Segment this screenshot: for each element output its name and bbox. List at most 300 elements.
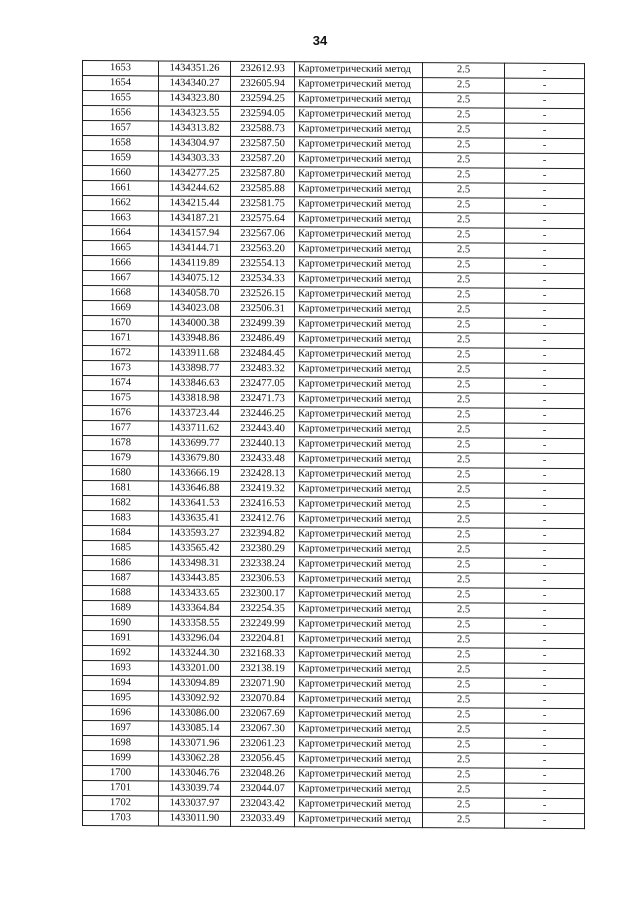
x-coordinate-cell: 1434000.38	[159, 316, 231, 331]
dash-cell: -	[505, 438, 585, 453]
x-coordinate-cell: 1434323.80	[159, 91, 231, 106]
x-coordinate-cell: 1434340.27	[159, 76, 231, 91]
x-coordinate-cell: 1434351.26	[159, 61, 231, 76]
method-cell: Картометрический метод	[295, 797, 423, 813]
dash-cell: -	[505, 603, 585, 618]
dash-cell: -	[505, 693, 585, 708]
dash-cell: -	[505, 783, 585, 798]
point-number-cell: 1658	[83, 136, 159, 151]
y-coordinate-cell: 232587.50	[231, 136, 295, 151]
method-cell: Картометрический метод	[295, 317, 423, 333]
y-coordinate-cell: 232585.88	[231, 181, 295, 196]
dash-cell: -	[505, 498, 585, 513]
dash-cell: -	[505, 303, 585, 318]
x-coordinate-cell: 1433358.55	[159, 616, 231, 631]
method-cell: Картометрический метод	[295, 632, 423, 648]
y-coordinate-cell: 232526.15	[231, 286, 295, 301]
y-coordinate-cell: 232048.26	[231, 766, 295, 781]
dash-cell: -	[505, 738, 585, 753]
method-cell: Картометрический метод	[295, 62, 423, 78]
accuracy-cell: 2.5	[423, 558, 505, 574]
y-coordinate-cell: 232306.53	[231, 571, 295, 586]
method-cell: Картометрический метод	[295, 272, 423, 288]
x-coordinate-cell: 1433046.76	[159, 766, 231, 781]
point-number-cell: 1667	[83, 271, 159, 286]
accuracy-cell: 2.5	[423, 738, 505, 754]
x-coordinate-cell: 1433646.88	[159, 481, 231, 496]
y-coordinate-cell: 232477.05	[231, 376, 295, 391]
x-coordinate-cell: 1433071.96	[159, 736, 231, 751]
dash-cell: -	[505, 153, 585, 168]
y-coordinate-cell: 232581.75	[231, 196, 295, 211]
x-coordinate-cell: 1433037.97	[159, 796, 231, 811]
point-number-cell: 1660	[83, 166, 159, 181]
y-coordinate-cell: 232588.73	[231, 121, 295, 136]
y-coordinate-cell: 232554.13	[231, 256, 295, 271]
dash-cell: -	[505, 183, 585, 198]
method-cell: Картометрический метод	[295, 527, 423, 543]
y-coordinate-cell: 232300.17	[231, 586, 295, 601]
y-coordinate-cell: 232563.20	[231, 241, 295, 256]
y-coordinate-cell: 232471.73	[231, 391, 295, 406]
x-coordinate-cell: 1433296.04	[159, 631, 231, 646]
x-coordinate-cell: 1434157.94	[159, 226, 231, 241]
dash-cell: -	[505, 78, 585, 93]
y-coordinate-cell: 232534.33	[231, 271, 295, 286]
y-coordinate-cell: 232567.06	[231, 226, 295, 241]
x-coordinate-cell: 1434277.25	[159, 166, 231, 181]
accuracy-cell: 2.5	[423, 243, 505, 259]
method-cell: Картометрический метод	[295, 722, 423, 738]
point-number-cell: 1670	[83, 316, 159, 331]
method-cell: Картометрический метод	[295, 647, 423, 663]
method-cell: Картометрический метод	[295, 767, 423, 783]
method-cell: Картометрический метод	[295, 137, 423, 153]
point-number-cell: 1687	[83, 571, 159, 586]
dash-cell: -	[505, 708, 585, 723]
dash-cell: -	[505, 813, 585, 828]
point-number-cell: 1695	[83, 691, 159, 706]
accuracy-cell: 2.5	[423, 528, 505, 544]
accuracy-cell: 2.5	[423, 543, 505, 559]
method-cell: Картометрический метод	[295, 572, 423, 588]
dash-cell: -	[505, 588, 585, 603]
dash-cell: -	[505, 213, 585, 228]
accuracy-cell: 2.5	[423, 408, 505, 424]
dash-cell: -	[505, 528, 585, 543]
method-cell: Картометрический метод	[295, 152, 423, 168]
point-number-cell: 1668	[83, 286, 159, 301]
y-coordinate-cell: 232419.32	[231, 481, 295, 496]
point-number-cell: 1685	[83, 541, 159, 556]
accuracy-cell: 2.5	[423, 258, 505, 274]
accuracy-cell: 2.5	[423, 768, 505, 784]
method-cell: Картометрический метод	[295, 77, 423, 93]
point-number-cell: 1674	[83, 376, 159, 391]
x-coordinate-cell: 1433039.74	[159, 781, 231, 796]
method-cell: Картометрический метод	[295, 107, 423, 123]
dash-cell: -	[505, 633, 585, 648]
method-cell: Картометрический метод	[295, 587, 423, 603]
x-coordinate-cell: 1433911.68	[159, 346, 231, 361]
y-coordinate-cell: 232440.13	[231, 436, 295, 451]
dash-cell: -	[505, 573, 585, 588]
method-cell: Картометрический метод	[295, 782, 423, 798]
x-coordinate-cell: 1433641.53	[159, 496, 231, 511]
point-number-cell: 1663	[83, 211, 159, 226]
point-number-cell: 1703	[83, 811, 159, 826]
method-cell: Картометрический метод	[295, 197, 423, 213]
method-cell: Картометрический метод	[295, 227, 423, 243]
x-coordinate-cell: 1434303.33	[159, 151, 231, 166]
dash-cell: -	[505, 423, 585, 438]
y-coordinate-cell: 232254.35	[231, 601, 295, 616]
method-cell: Картометрический метод	[295, 452, 423, 468]
accuracy-cell: 2.5	[423, 663, 505, 679]
point-number-cell: 1671	[83, 331, 159, 346]
accuracy-cell: 2.5	[423, 213, 505, 229]
point-number-cell: 1694	[83, 676, 159, 691]
x-coordinate-cell: 1433094.89	[159, 676, 231, 691]
page-number: 34	[312, 33, 328, 48]
y-coordinate-cell: 232587.80	[231, 166, 295, 181]
y-coordinate-cell: 232483.32	[231, 361, 295, 376]
x-coordinate-cell: 1433085.14	[159, 721, 231, 736]
method-cell: Картометрический метод	[295, 737, 423, 753]
dash-cell: -	[505, 243, 585, 258]
x-coordinate-cell: 1433898.77	[159, 361, 231, 376]
point-number-cell: 1677	[83, 421, 159, 436]
accuracy-cell: 2.5	[423, 393, 505, 409]
dash-cell: -	[505, 723, 585, 738]
y-coordinate-cell: 232338.24	[231, 556, 295, 571]
accuracy-cell: 2.5	[423, 93, 505, 109]
point-number-cell: 1661	[83, 181, 159, 196]
y-coordinate-cell: 232506.31	[231, 301, 295, 316]
accuracy-cell: 2.5	[423, 438, 505, 454]
point-number-cell: 1669	[83, 301, 159, 316]
point-number-cell: 1680	[83, 466, 159, 481]
method-cell: Картометрический метод	[295, 167, 423, 183]
accuracy-cell: 2.5	[423, 678, 505, 694]
y-coordinate-cell: 232594.05	[231, 106, 295, 121]
y-coordinate-cell: 232061.23	[231, 736, 295, 751]
accuracy-cell: 2.5	[423, 798, 505, 814]
method-cell: Картометрический метод	[295, 392, 423, 408]
method-cell: Картометрический метод	[295, 662, 423, 678]
accuracy-cell: 2.5	[423, 318, 505, 334]
method-cell: Картометрический метод	[295, 332, 423, 348]
accuracy-cell: 2.5	[423, 228, 505, 244]
accuracy-cell: 2.5	[423, 123, 505, 139]
method-cell: Картометрический метод	[295, 557, 423, 573]
accuracy-cell: 2.5	[423, 273, 505, 289]
x-coordinate-cell: 1433433.65	[159, 586, 231, 601]
method-cell: Картометрический метод	[295, 257, 423, 273]
x-coordinate-cell: 1434075.12	[159, 271, 231, 286]
x-coordinate-cell: 1433565.42	[159, 541, 231, 556]
accuracy-cell: 2.5	[423, 603, 505, 619]
point-number-cell: 1672	[83, 346, 159, 361]
accuracy-cell: 2.5	[423, 423, 505, 439]
x-coordinate-cell: 1434244.62	[159, 181, 231, 196]
x-coordinate-cell: 1433723.44	[159, 406, 231, 421]
coordinates-table	[82, 60, 585, 829]
dash-cell: -	[505, 648, 585, 663]
dash-cell: -	[505, 753, 585, 768]
y-coordinate-cell: 232249.99	[231, 616, 295, 631]
x-coordinate-cell: 1434187.21	[159, 211, 231, 226]
method-cell: Картометрический метод	[295, 467, 423, 483]
x-coordinate-cell: 1433948.86	[159, 331, 231, 346]
dash-cell: -	[505, 138, 585, 153]
y-coordinate-cell: 232443.40	[231, 421, 295, 436]
point-number-cell: 1655	[83, 91, 159, 106]
x-coordinate-cell: 1433011.90	[159, 811, 231, 826]
x-coordinate-cell: 1434215.44	[159, 196, 231, 211]
point-number-cell: 1653	[83, 61, 159, 76]
y-coordinate-cell: 232043.42	[231, 796, 295, 811]
method-cell: Картометрический метод	[295, 482, 423, 498]
dash-cell: -	[505, 558, 585, 573]
y-coordinate-cell: 232416.53	[231, 496, 295, 511]
table-row	[83, 811, 585, 829]
method-cell: Картометрический метод	[295, 812, 423, 828]
point-number-cell: 1702	[83, 796, 159, 811]
x-coordinate-cell: 1434119.89	[159, 256, 231, 271]
accuracy-cell: 2.5	[423, 303, 505, 319]
accuracy-cell: 2.5	[423, 588, 505, 604]
accuracy-cell: 2.5	[423, 513, 505, 529]
dash-cell: -	[505, 108, 585, 123]
x-coordinate-cell: 1433086.00	[159, 706, 231, 721]
dash-cell: -	[505, 468, 585, 483]
y-coordinate-cell: 232612.93	[231, 61, 295, 76]
x-coordinate-cell: 1433443.85	[159, 571, 231, 586]
x-coordinate-cell: 1433699.77	[159, 436, 231, 451]
point-number-cell: 1693	[83, 661, 159, 676]
y-coordinate-cell: 232486.49	[231, 331, 295, 346]
accuracy-cell: 2.5	[423, 288, 505, 304]
dash-cell: -	[505, 483, 585, 498]
point-number-cell: 1688	[83, 586, 159, 601]
accuracy-cell: 2.5	[423, 378, 505, 394]
y-coordinate-cell: 232433.48	[231, 451, 295, 466]
x-coordinate-cell: 1433593.27	[159, 526, 231, 541]
accuracy-cell: 2.5	[423, 168, 505, 184]
x-coordinate-cell: 1433062.28	[159, 751, 231, 766]
method-cell: Картометрический метод	[295, 407, 423, 423]
point-number-cell: 1696	[83, 706, 159, 721]
accuracy-cell: 2.5	[423, 783, 505, 799]
y-coordinate-cell: 232594.25	[231, 91, 295, 106]
accuracy-cell: 2.5	[423, 78, 505, 94]
method-cell: Картометрический метод	[295, 302, 423, 318]
point-number-cell: 1683	[83, 511, 159, 526]
x-coordinate-cell: 1433818.98	[159, 391, 231, 406]
dash-cell: -	[505, 618, 585, 633]
method-cell: Картометрический метод	[295, 377, 423, 393]
y-coordinate-cell: 232484.45	[231, 346, 295, 361]
dash-cell: -	[505, 318, 585, 333]
accuracy-cell: 2.5	[423, 813, 505, 829]
dash-cell: -	[505, 168, 585, 183]
accuracy-cell: 2.5	[423, 348, 505, 364]
point-number-cell: 1678	[83, 436, 159, 451]
coordinates-table-body	[83, 61, 585, 829]
y-coordinate-cell: 232033.49	[231, 811, 295, 826]
dash-cell: -	[505, 663, 585, 678]
point-number-cell: 1698	[83, 736, 159, 751]
y-coordinate-cell: 232394.82	[231, 526, 295, 541]
accuracy-cell: 2.5	[423, 633, 505, 649]
point-number-cell: 1654	[83, 76, 159, 91]
x-coordinate-cell: 1433666.19	[159, 466, 231, 481]
method-cell: Картометрический метод	[295, 92, 423, 108]
accuracy-cell: 2.5	[423, 138, 505, 154]
dash-cell: -	[505, 543, 585, 558]
point-number-cell: 1665	[83, 241, 159, 256]
dash-cell: -	[505, 408, 585, 423]
method-cell: Картометрический метод	[295, 122, 423, 138]
method-cell: Картометрический метод	[295, 692, 423, 708]
dash-cell: -	[505, 513, 585, 528]
accuracy-cell: 2.5	[423, 468, 505, 484]
y-coordinate-cell: 232168.33	[231, 646, 295, 661]
x-coordinate-cell: 1433635.41	[159, 511, 231, 526]
accuracy-cell: 2.5	[423, 183, 505, 199]
method-cell: Картометрический метод	[295, 422, 423, 438]
y-coordinate-cell: 232071.90	[231, 676, 295, 691]
y-coordinate-cell: 232380.29	[231, 541, 295, 556]
y-coordinate-cell: 232428.13	[231, 466, 295, 481]
y-coordinate-cell: 232587.20	[231, 151, 295, 166]
accuracy-cell: 2.5	[423, 483, 505, 499]
point-number-cell: 1684	[83, 526, 159, 541]
y-coordinate-cell: 232070.84	[231, 691, 295, 706]
x-coordinate-cell: 1434023.08	[159, 301, 231, 316]
point-number-cell: 1700	[83, 766, 159, 781]
accuracy-cell: 2.5	[423, 453, 505, 469]
accuracy-cell: 2.5	[423, 108, 505, 124]
accuracy-cell: 2.5	[423, 333, 505, 349]
y-coordinate-cell: 232044.07	[231, 781, 295, 796]
x-coordinate-cell: 1433846.63	[159, 376, 231, 391]
accuracy-cell: 2.5	[423, 498, 505, 514]
y-coordinate-cell: 232575.64	[231, 211, 295, 226]
method-cell: Картометрический метод	[295, 437, 423, 453]
dash-cell: -	[505, 393, 585, 408]
accuracy-cell: 2.5	[423, 693, 505, 709]
dash-cell: -	[505, 333, 585, 348]
method-cell: Картометрический метод	[295, 212, 423, 228]
x-coordinate-cell: 1434304.97	[159, 136, 231, 151]
y-coordinate-cell: 232499.39	[231, 316, 295, 331]
point-number-cell: 1679	[83, 451, 159, 466]
dash-cell: -	[505, 378, 585, 393]
accuracy-cell: 2.5	[423, 618, 505, 634]
point-number-cell: 1666	[83, 256, 159, 271]
point-number-cell: 1697	[83, 721, 159, 736]
method-cell: Картометрический метод	[295, 707, 423, 723]
point-number-cell: 1692	[83, 646, 159, 661]
method-cell: Картометрический метод	[295, 182, 423, 198]
x-coordinate-cell: 1433498.31	[159, 556, 231, 571]
point-number-cell: 1675	[83, 391, 159, 406]
dash-cell: -	[505, 768, 585, 783]
x-coordinate-cell: 1434058.70	[159, 286, 231, 301]
point-number-cell: 1690	[83, 616, 159, 631]
point-number-cell: 1662	[83, 196, 159, 211]
dash-cell: -	[505, 123, 585, 138]
accuracy-cell: 2.5	[423, 723, 505, 739]
x-coordinate-cell: 1433711.62	[159, 421, 231, 436]
dash-cell: -	[505, 348, 585, 363]
point-number-cell: 1659	[83, 151, 159, 166]
method-cell: Картометрический метод	[295, 242, 423, 258]
method-cell: Картометрический метод	[295, 512, 423, 528]
dash-cell: -	[505, 363, 585, 378]
dash-cell: -	[505, 453, 585, 468]
method-cell: Картометрический метод	[295, 677, 423, 693]
point-number-cell: 1691	[83, 631, 159, 646]
x-coordinate-cell: 1433092.92	[159, 691, 231, 706]
point-number-cell: 1689	[83, 601, 159, 616]
point-number-cell: 1664	[83, 226, 159, 241]
x-coordinate-cell: 1433201.00	[159, 661, 231, 676]
y-coordinate-cell: 232067.30	[231, 721, 295, 736]
point-number-cell: 1699	[83, 751, 159, 766]
point-number-cell: 1673	[83, 361, 159, 376]
y-coordinate-cell: 232138.19	[231, 661, 295, 676]
y-coordinate-cell: 232446.25	[231, 406, 295, 421]
dash-cell: -	[505, 63, 585, 78]
dash-cell: -	[505, 198, 585, 213]
point-number-cell: 1656	[83, 106, 159, 121]
accuracy-cell: 2.5	[423, 648, 505, 664]
method-cell: Картометрический метод	[295, 617, 423, 633]
y-coordinate-cell: 232605.94	[231, 76, 295, 91]
accuracy-cell: 2.5	[423, 753, 505, 769]
dash-cell: -	[505, 258, 585, 273]
dash-cell: -	[505, 273, 585, 288]
accuracy-cell: 2.5	[423, 63, 505, 79]
x-coordinate-cell: 1433679.80	[159, 451, 231, 466]
method-cell: Картометрический метод	[295, 347, 423, 363]
x-coordinate-cell: 1433364.84	[159, 601, 231, 616]
y-coordinate-cell: 232204.81	[231, 631, 295, 646]
x-coordinate-cell: 1434144.71	[159, 241, 231, 256]
y-coordinate-cell: 232412.76	[231, 511, 295, 526]
accuracy-cell: 2.5	[423, 708, 505, 724]
dash-cell: -	[505, 678, 585, 693]
accuracy-cell: 2.5	[423, 363, 505, 379]
method-cell: Картометрический метод	[295, 602, 423, 618]
accuracy-cell: 2.5	[423, 153, 505, 169]
x-coordinate-cell: 1433244.30	[159, 646, 231, 661]
point-number-cell: 1701	[83, 781, 159, 796]
method-cell: Картометрический метод	[295, 497, 423, 513]
dash-cell: -	[505, 798, 585, 813]
dash-cell: -	[505, 288, 585, 303]
point-number-cell: 1657	[83, 121, 159, 136]
point-number-cell: 1682	[83, 496, 159, 511]
accuracy-cell: 2.5	[423, 198, 505, 214]
method-cell: Картометрический метод	[295, 287, 423, 303]
accuracy-cell: 2.5	[423, 573, 505, 589]
method-cell: Картометрический метод	[295, 542, 423, 558]
point-number-cell: 1676	[83, 406, 159, 421]
